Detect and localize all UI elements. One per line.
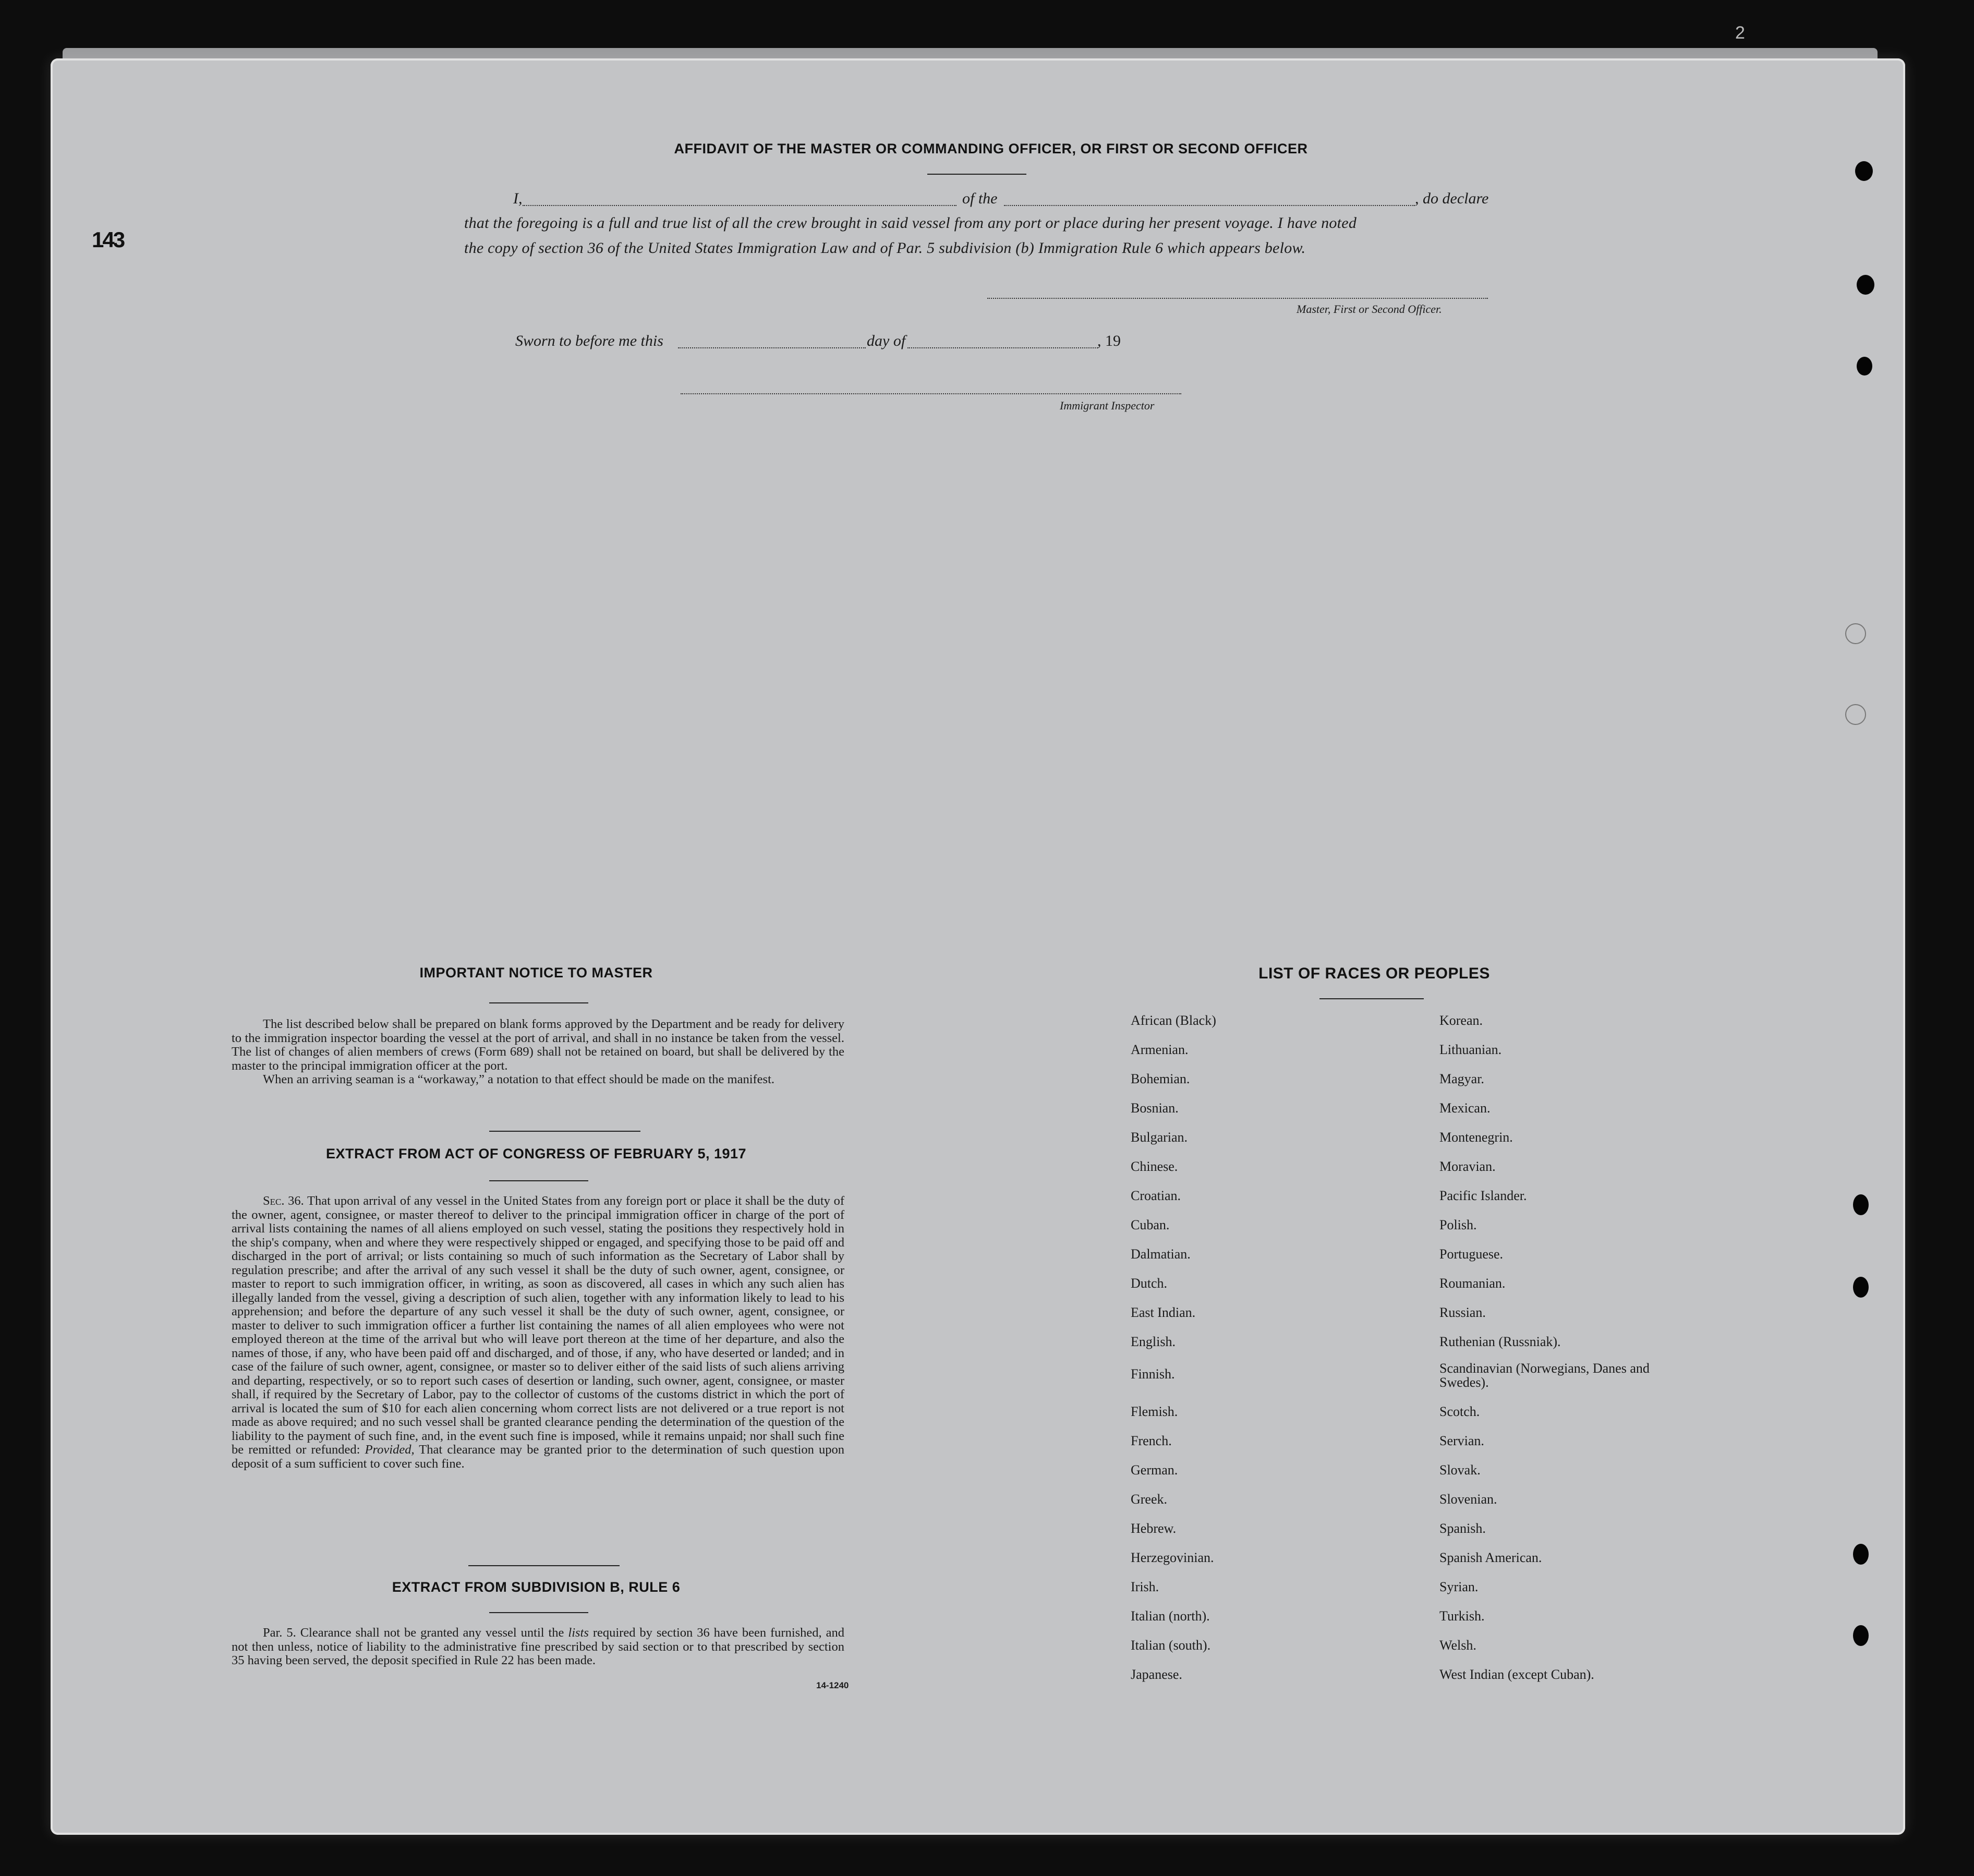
notice-title-rule	[489, 1002, 588, 1003]
race-item: Magyar.	[1439, 1071, 1484, 1086]
extract-act-text-end: That clearance may be granted prior to the determination of such question upon deposit of a sum sufficient to cover such fine.	[232, 1443, 844, 1471]
race-item: Mexican.	[1439, 1100, 1491, 1116]
year-label: , 19	[1097, 332, 1121, 349]
binder-hole	[1853, 1544, 1869, 1565]
sworn-label: Sworn to before me this	[515, 332, 663, 349]
race-item: African (Black)	[1131, 1013, 1216, 1028]
race-item: Chinese.	[1131, 1159, 1178, 1174]
race-item: Bosnian.	[1131, 1100, 1179, 1116]
race-item: Spanish American.	[1439, 1550, 1542, 1565]
race-item: Finnish.	[1131, 1366, 1175, 1382]
race-item: East Indian.	[1131, 1305, 1196, 1320]
race-item: Greek.	[1131, 1492, 1168, 1507]
binder-hole	[1845, 623, 1866, 644]
race-item: Lithuanian.	[1439, 1042, 1502, 1057]
notice-paragraph-1: The list described below shall be prepared on blank forms approved by the Department and be ready for delivery to the immigration inspector boarding the vessel at the port of arrival, and shall in no instance be taken from the vessel. The list of changes of alien members of crews (Form 689) shall not be retained on board, but shall be delivered by the master to the principal immigration officer at the port.	[232, 1017, 844, 1073]
extract-rule-title-rule	[489, 1612, 588, 1613]
race-item: Turkish.	[1439, 1608, 1485, 1624]
race-item: Dalmatian.	[1131, 1246, 1191, 1262]
race-item: German.	[1131, 1462, 1178, 1478]
race-item: Scandinavian (Norwegians, Danes and Swedes).	[1439, 1361, 1650, 1390]
affidavit-title: AFFIDAVIT OF THE MASTER OR COMMANDING OFFICER, OR FIRST OR SECOND OFFICER	[674, 141, 1308, 156]
sworn-date-blank	[678, 347, 866, 348]
race-item: Croatian.	[1131, 1188, 1181, 1203]
race-item: Pacific Islander.	[1439, 1188, 1527, 1203]
inspector-signature-line	[681, 393, 1181, 394]
races-title-rule	[1372, 998, 1424, 999]
section-divider	[468, 1565, 620, 1566]
section-label: Sec. 36.	[263, 1194, 304, 1208]
affidavit-declare: , do declare	[1415, 190, 1489, 207]
race-item: Hebrew.	[1131, 1521, 1177, 1536]
races-title-rule	[1319, 998, 1372, 999]
race-item: English.	[1131, 1334, 1176, 1349]
race-item: Russian.	[1439, 1305, 1486, 1320]
section-divider	[489, 1131, 640, 1132]
extract-act-body	[232, 1194, 844, 1471]
race-item: Italian (north).	[1131, 1608, 1210, 1624]
day-of-label: day of	[867, 332, 906, 349]
extract-act-title-rule	[489, 1180, 588, 1181]
document-sheet	[51, 58, 1905, 1835]
vessel-blank	[1004, 205, 1415, 206]
race-item: Syrian.	[1439, 1579, 1479, 1594]
race-item: West Indian (except Cuban).	[1439, 1667, 1594, 1682]
race-item: Korean.	[1439, 1013, 1483, 1028]
form-number: 14-1240	[816, 1680, 849, 1690]
provided-word: Provided,	[365, 1443, 415, 1457]
month-blank	[907, 347, 1098, 348]
affidavit-i: I,	[513, 190, 523, 207]
name-blank	[523, 205, 956, 206]
extract-act-text: That upon arrival of any vessel in the United States from any foreign port or place it shall be the duty of the owner, agent, consignee, or master thereof to deliver to the principal immigration officer in charge of the port of arrival lists containing the names of all aliens employed on such vessel, stating the positions they respectively hold in the ship's company, when and where they were respectively shipped or engaged, and specifying those to be paid off and discharged in the port of arrival; or lists containing so much of such information as the Secretary of Labor shall by regulation prescribe; and after the arrival of any such vessel it shall be the duty of such owner, agent, consignee, or master to report to such immigration officer, in writing, as soon as discovered, all cases in which any such alien has illegally landed from the vessel, giving a description of such alien, together with any information likely to lead to his apprehension; and before the departure of any such vessel it shall be the duty of such owner, agent, consignee, or master to deliver to such immigration officer a further list containing the names of all alien employees who were not employed thereon at the time of the arrival but who will leave port thereon at the time of her departure, and also the names of those, if any, who have been paid off and discharged, and of those, if any, who have deserted or landed; and in case of the failure of such owner, agent, consignee, or master so to deliver either of the said lists of such aliens arriving and departing, respectively, or so to report such cases of desertion or landing, such owner, agent, consignee, or master shall, if required by the Secretary of Labor, pay to the collector of customs of the customs district in which the port of arrival is located the sum of $10 for each alien concerning whom correct lists are not delivered or a true report is not made as above required; and no such vessel shall be granted clearance pending the determination of the question of the liability to the payment of such fine, and, in the event such fine is imposed, while it remains unpaid; nor shall such fine be remitted or refunded:	[232, 1194, 844, 1457]
race-item: Moravian.	[1439, 1159, 1496, 1174]
race-item: Roumanian.	[1439, 1276, 1506, 1291]
affidavit-line3: the copy of section 36 of the United States Immigration Law and of Par. 5 subdivision (b) Immigration Rule 6 which appears below.	[464, 239, 1306, 257]
race-item: Dutch.	[1131, 1276, 1168, 1291]
race-item: Portuguese.	[1439, 1246, 1504, 1262]
race-item: Cuban.	[1131, 1217, 1170, 1232]
race-item: Spanish.	[1439, 1521, 1486, 1536]
races-title: LIST OF RACES OR PEOPLES	[1258, 965, 1490, 982]
extract-rule-body	[232, 1626, 844, 1668]
affidavit-title-rule	[927, 174, 1026, 175]
race-item: Irish.	[1131, 1579, 1159, 1594]
race-item: Slovenian.	[1439, 1492, 1497, 1507]
extract-act-title: EXTRACT FROM ACT OF CONGRESS OF FEBRUARY 5, 1917	[325, 1146, 747, 1161]
race-item: Herzegovinian.	[1131, 1550, 1214, 1565]
notice-title: IMPORTANT NOTICE TO MASTER	[419, 965, 653, 981]
race-item: Bulgarian.	[1131, 1130, 1188, 1145]
race-item: Armenian.	[1131, 1042, 1189, 1057]
notice-paragraph-2: When an arriving seaman is a “workaway,” a notation to that effect should be made on the manifest.	[263, 1072, 775, 1086]
race-item: Welsh.	[1439, 1638, 1476, 1653]
binder-hole	[1857, 275, 1874, 295]
race-item: Bohemian.	[1131, 1071, 1190, 1086]
rule-text-after: required by section 36 have been furnished, and not then unless, notice of liability to the administrative fine prescribed by said section or to that prescribed by section 35 having been served, the deposit specified in Rule 22 has been made.	[232, 1626, 844, 1667]
notice-body	[232, 1018, 844, 1087]
race-item: French.	[1131, 1433, 1172, 1448]
binder-hole	[1857, 357, 1872, 376]
race-item: Flemish.	[1131, 1404, 1178, 1419]
lists-word: lists	[568, 1626, 589, 1640]
race-item: Ruthenian (Russniak).	[1439, 1334, 1561, 1349]
race-item: Italian (south).	[1131, 1638, 1211, 1653]
signature-label: Master, First or Second Officer.	[1297, 302, 1442, 316]
race-item: Servian.	[1439, 1433, 1484, 1448]
race-item: Montenegrin.	[1439, 1130, 1513, 1145]
binder-hole	[1853, 1625, 1869, 1646]
binder-hole	[1845, 704, 1866, 725]
binder-hole	[1853, 1194, 1869, 1215]
race-item: Japanese.	[1131, 1667, 1182, 1682]
binder-hole	[1853, 1277, 1869, 1298]
margin-mark: 143	[92, 227, 124, 252]
race-item: Slovak.	[1439, 1462, 1481, 1478]
race-item: Polish.	[1439, 1217, 1477, 1232]
signature-line	[987, 298, 1488, 299]
affidavit-of-the: of the	[962, 190, 998, 207]
inspector-label: Immigrant Inspector	[1060, 399, 1155, 412]
extract-rule-title: EXTRACT FROM SUBDIVISION B, RULE 6	[392, 1579, 681, 1595]
sheet-mark: 2	[1735, 23, 1745, 43]
race-item: Scotch.	[1439, 1404, 1480, 1419]
binder-hole	[1855, 161, 1873, 181]
affidavit-line2: that the foregoing is a full and true list of all the crew brought in said vessel from any port or place during her present voyage. I have noted	[464, 214, 1357, 232]
rule-text-before: Par. 5. Clearance shall not be granted any vessel until the	[263, 1626, 564, 1640]
